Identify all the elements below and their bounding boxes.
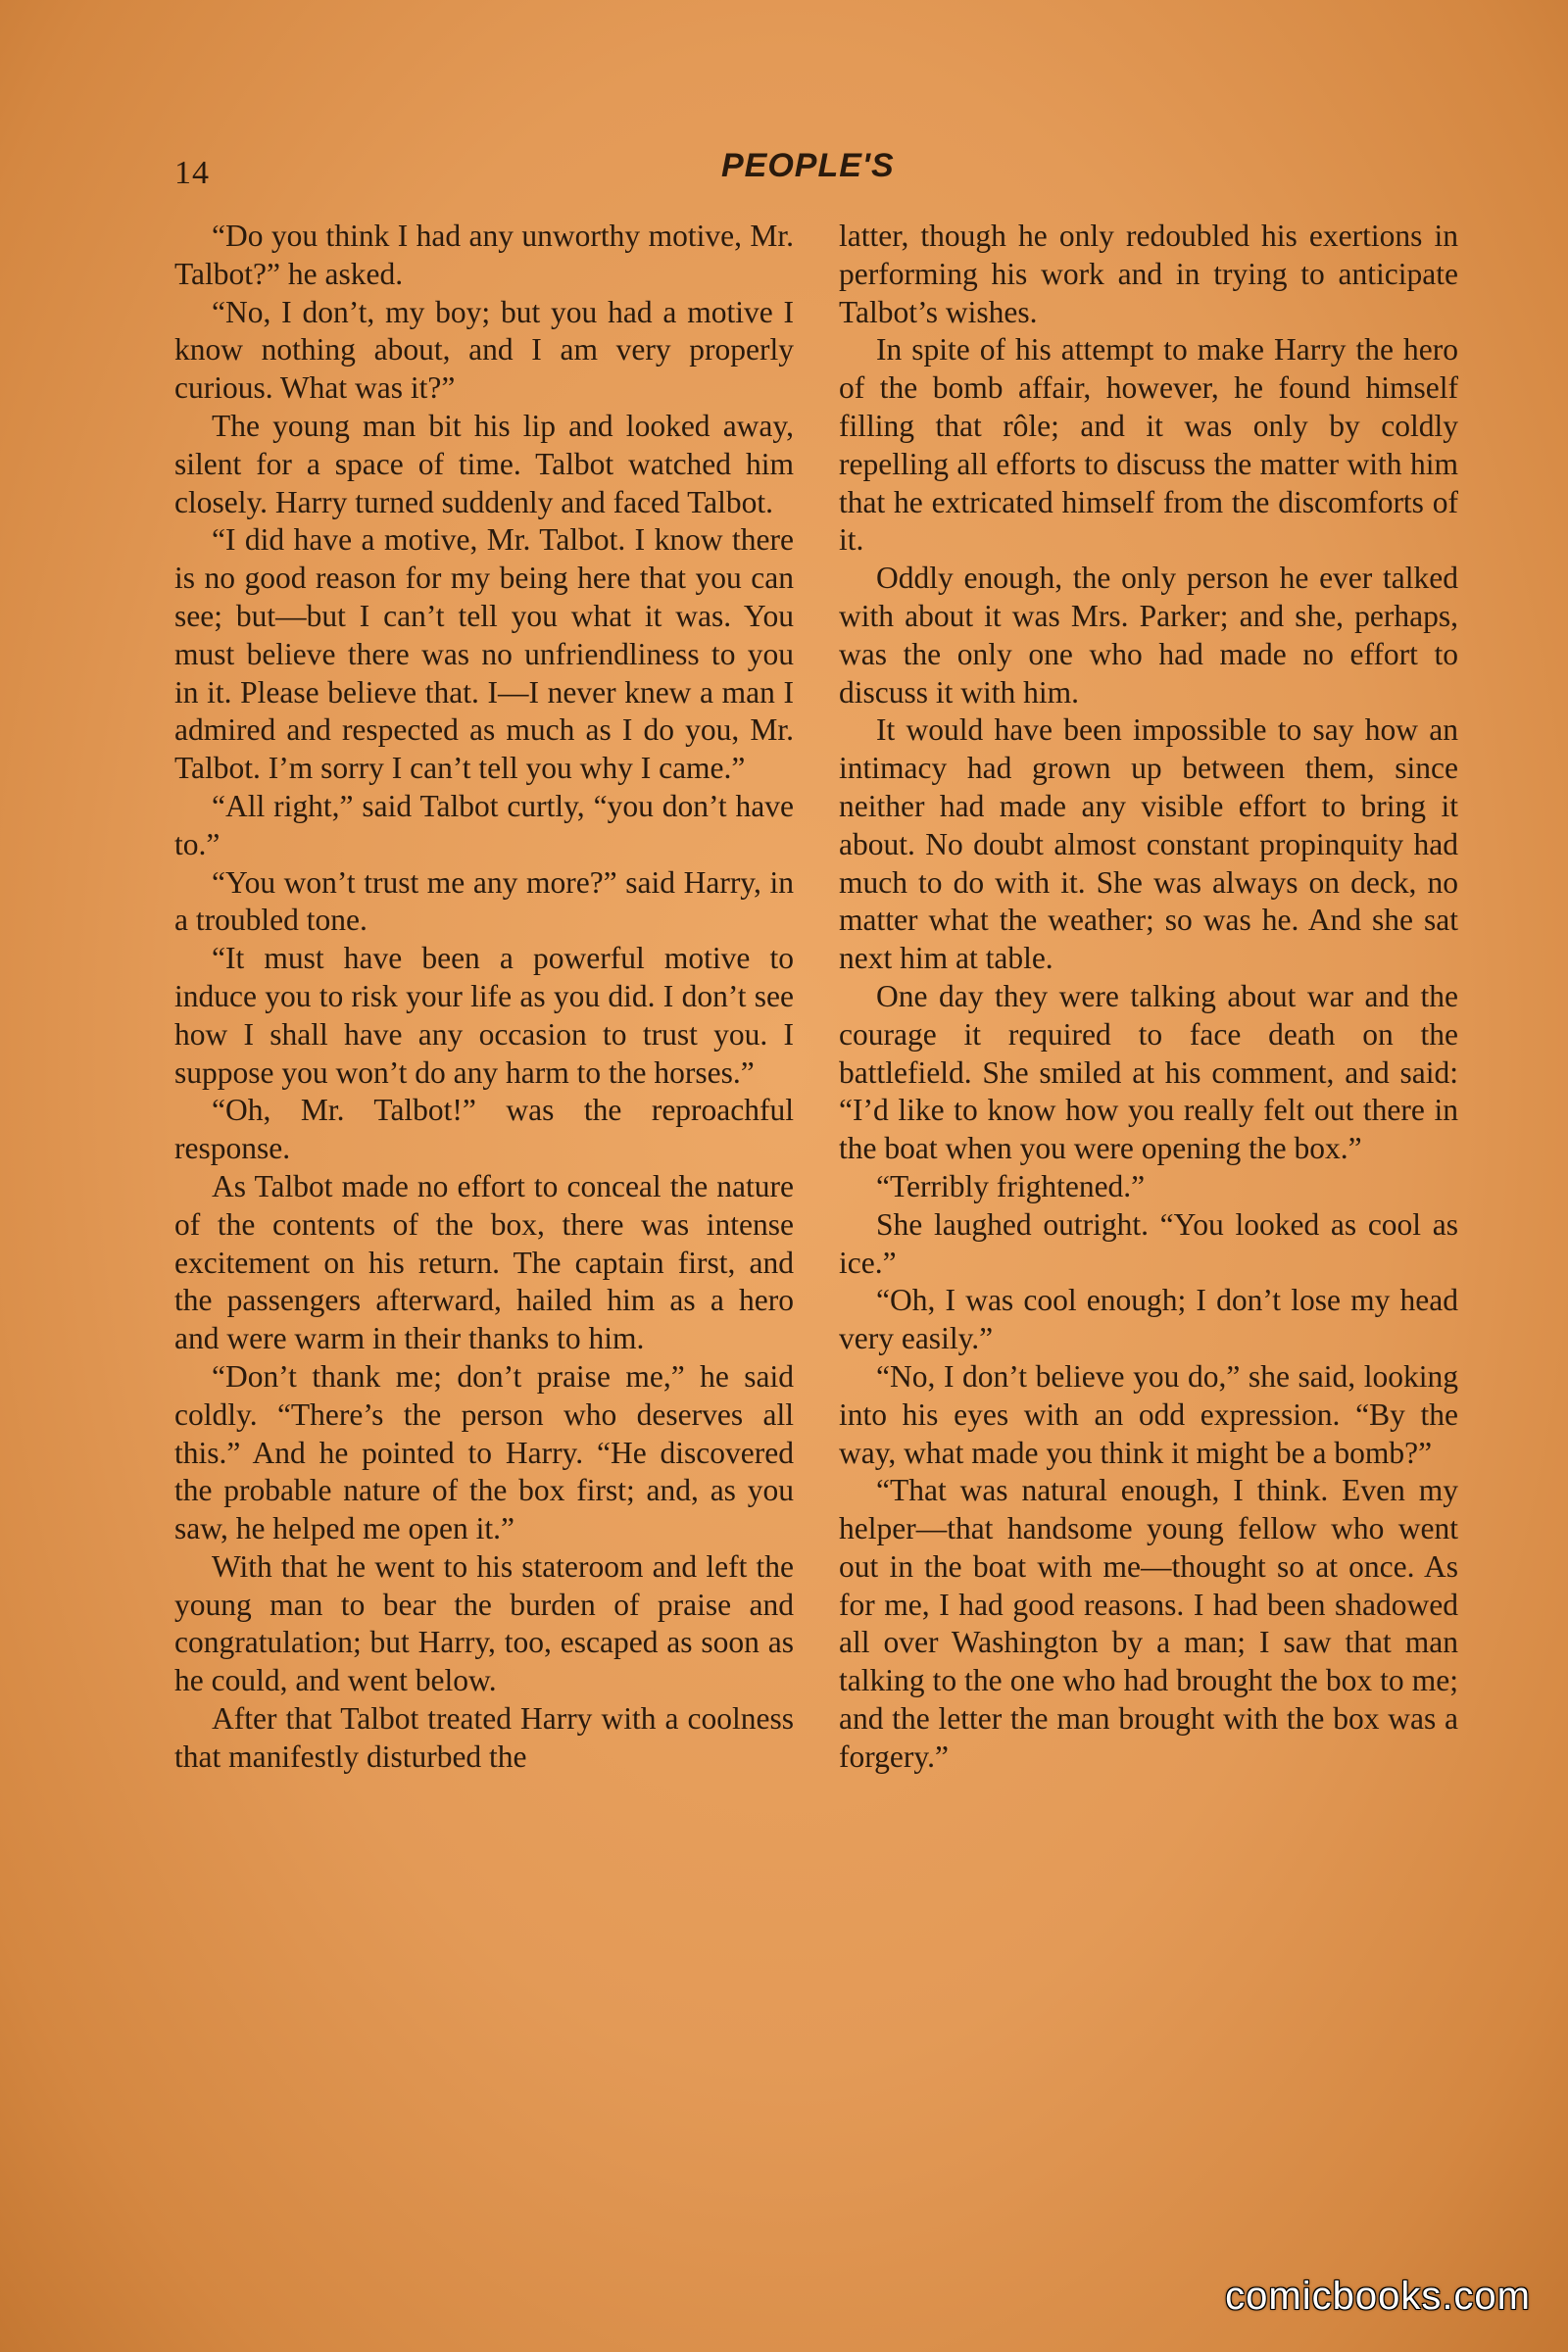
paragraph: “Terribly frightened.” bbox=[876, 1168, 1146, 1203]
left-column bbox=[174, 218, 794, 1777]
paragraph: One day they were talking about war and the courage it required to face death on the battlefield. She smiled at his comment, and said: “I’d like to know how you really felt out there in the boat when you were opening the box.” bbox=[839, 978, 1458, 1166]
site-watermark: comicbooks.com bbox=[1225, 2275, 1531, 2318]
paragraph: “It must have been a powerful motive to induce you to risk your life as you did. I don’t see how I shall have any occasion to trust you. I suppose you won’t do any harm to the horses.” bbox=[174, 941, 794, 1090]
paragraph: Oddly enough, the only person he ever talked with about it was Mrs. Parker; and she, perhaps, was the only one who had made no effort to discuss it with him. bbox=[839, 561, 1458, 710]
paragraph: “You won’t trust me any more?” said Harry, in a troubled tone. bbox=[174, 864, 794, 938]
paragraph: With that he went to his stateroom and left the young man to bear the burden of praise and congratulation; but Harry, too, escaped as soon as he could, and went below. bbox=[174, 1548, 794, 1698]
paragraph: “I did have a motive, Mr. Talbot. I know there is no good reason for my being here that you can see; but—but I can’t tell you what it was. You must believe there was no unfriendliness to you in it. Please believe that. I—I never knew a man I admired and respected as much as I do you, Mr. Talbot. I’m sorry I can’t tell you why I came.” bbox=[174, 522, 794, 786]
paragraph: The young man bit his lip and looked away, silent for a space of time. Talbot watched him closely. Harry turned suddenly and faced Talbot. bbox=[174, 408, 794, 519]
paragraph: It would have been impossible to say how an intimacy had grown up between them, since neither had made any visible effort to bring it about. No doubt almost constant propinquity had much to do with it. She was always on deck, no matter what the weather; so was he. And she sat next him at table. bbox=[839, 712, 1458, 976]
running-head: PEOPLE'S bbox=[721, 147, 895, 184]
paragraph: She laughed outright. “You looked as cool as ice.” bbox=[839, 1206, 1458, 1280]
paragraph: “Oh, Mr. Talbot!” was the reproachful response. bbox=[174, 1093, 794, 1166]
paragraph: “No, I don’t believe you do,” she said, looking into his eyes with an odd expression. “By the way, what made you think it might be a bomb?” bbox=[839, 1358, 1458, 1470]
paragraph: “No, I don’t, my boy; but you had a motive I know nothing about, and I am very properly curious. What was it?” bbox=[174, 294, 794, 406]
page-number: 14 bbox=[174, 155, 210, 191]
paragraph: As Talbot made no effort to conceal the nature of the contents of the box, there was intense excitement on his return. The captain first, and the passengers afterward, hailed him as a hero and were warm in their thanks to him. bbox=[174, 1168, 794, 1356]
paragraph: “All right,” said Talbot curtly, “you don’t have to.” bbox=[174, 788, 794, 861]
paragraph: “Don’t thank me; don’t praise me,” he said coldly. “There’s the person who deserves all this.” And he pointed to Harry. “He discovered the probable nature of the box first; and, as you saw, he helped me open it.” bbox=[174, 1358, 794, 1546]
paragraph: In spite of his attempt to make Harry the hero of the bomb affair, however, he found himself filling that rôle; and it was only by coldly repelling all efforts to discuss the matter with him that he extricated himself from the discomforts of it. bbox=[839, 332, 1458, 558]
paragraph: “Oh, I was cool enough; I don’t lose my head very easily.” bbox=[839, 1283, 1458, 1356]
paragraph: After that Talbot treated Harry with a coolness that manifestly disturbed the bbox=[174, 1701, 794, 1774]
paragraph: “Do you think I had any unworthy motive, Mr. Talbot?” he asked. bbox=[174, 219, 794, 291]
right-column bbox=[839, 218, 1458, 1777]
paragraph: “That was natural enough, I think. Even my helper—that handsome young fellow who went out in the boat with me—thought so at once. As for me, I had good reasons. I had been shadowed all over Washington by a man; I saw that man talking to the one who had brought the box to me; and the letter the man brought with the box was a forgery.” bbox=[839, 1473, 1458, 1774]
paragraph: latter, though he only redoubled his exertions in performing his work and in trying to anticipate Talbot’s wishes. bbox=[839, 219, 1458, 329]
